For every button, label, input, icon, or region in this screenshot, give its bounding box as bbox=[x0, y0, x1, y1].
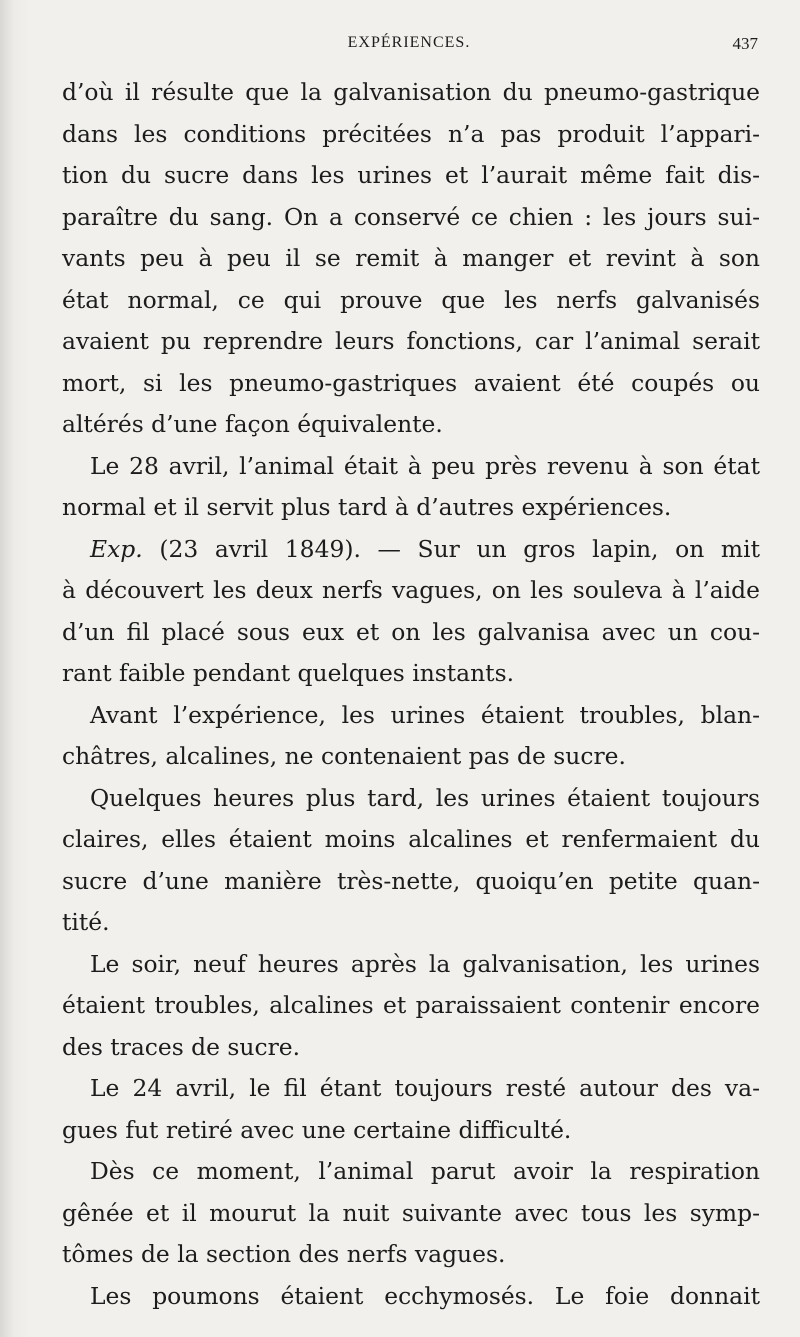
text-line: châtres, alcalines, ne contenaient pas de sucre. bbox=[62, 742, 626, 770]
text-line: d’un fil placé sous eux et on les galvanisa avec un cou- bbox=[62, 617, 760, 646]
text-line: claires, elles étaient moins alcalines et renfermaient du bbox=[62, 825, 760, 853]
text-line: Le 24 avril, le fil étant toujours resté autour des va- bbox=[90, 1074, 760, 1102]
text-line: tômes de la section des nerfs vagues. bbox=[62, 1240, 506, 1268]
experiment-label: Exp. bbox=[90, 534, 143, 563]
text-line: sucre d’une manière très-nette, quoiqu’en petite quan- bbox=[62, 866, 760, 895]
text-line: vants peu à peu il se remit à manger et revint à son bbox=[62, 244, 760, 272]
text-line: d’où il résulte que la galvanisation du pneumo-gastrique bbox=[62, 78, 760, 106]
text-line: Quelques heures plus tard, les urines étaient toujours bbox=[90, 783, 760, 812]
text-line: étaient troubles, alcalines et paraissaient contenir encore bbox=[62, 991, 760, 1019]
text-line: Avant l’expérience, les urines étaient troubles, blan- bbox=[90, 700, 760, 729]
text-line: avaient pu reprendre leurs fonctions, car l’animal serait bbox=[62, 327, 760, 355]
text-line: gênée et il mourut la nuit suivante avec tous les symp- bbox=[62, 1198, 760, 1227]
text-line: Le soir, neuf heures après la galvanisation, les urines bbox=[90, 949, 760, 978]
text-line: dans les conditions précitées n’a pas produit l’appari- bbox=[62, 119, 760, 148]
text-line: Le 28 avril, l’animal était à peu près revenu à son état bbox=[90, 451, 760, 480]
text-line: gues fut retiré avec une certaine difficulté. bbox=[62, 1115, 572, 1144]
running-title: EXPÉRIENCES. bbox=[347, 34, 471, 51]
text-line: Les poumons étaient ecchymosés. Le foie donnait bbox=[90, 1281, 760, 1310]
text-line bbox=[62, 529, 760, 571]
page-number: 437 bbox=[732, 34, 758, 53]
text-line: rant faible pendant quelques instants. bbox=[62, 659, 515, 687]
text-line: mort, si les pneumo-gastriques avaient été coupés ou bbox=[62, 368, 760, 397]
text-line: paraître du sang. On a conservé ce chien : les jours sui- bbox=[62, 202, 760, 231]
body-text bbox=[62, 72, 760, 1317]
text-line: altérés d’une façon équivalente. bbox=[62, 410, 443, 438]
text-line: Dès ce moment, l’animal parut avoir la respiration bbox=[90, 1157, 760, 1185]
running-head bbox=[60, 34, 758, 60]
text-line: des traces de sucre. bbox=[62, 1032, 301, 1061]
text-line: tité. bbox=[62, 908, 110, 936]
text-line: à découvert les deux nerfs vagues, on les souleva à l’aide bbox=[62, 576, 760, 604]
text-line: tion du sucre dans les urines et l’aurait même fait dis- bbox=[62, 161, 760, 189]
text-line: normal et il servit plus tard à d’autres expériences. bbox=[62, 493, 672, 521]
text-line: état normal, ce qui prouve que les nerfs galvanisés bbox=[62, 285, 760, 314]
line-text: (23 avril 1849). — Sur un gros lapin, on mit bbox=[142, 534, 760, 563]
